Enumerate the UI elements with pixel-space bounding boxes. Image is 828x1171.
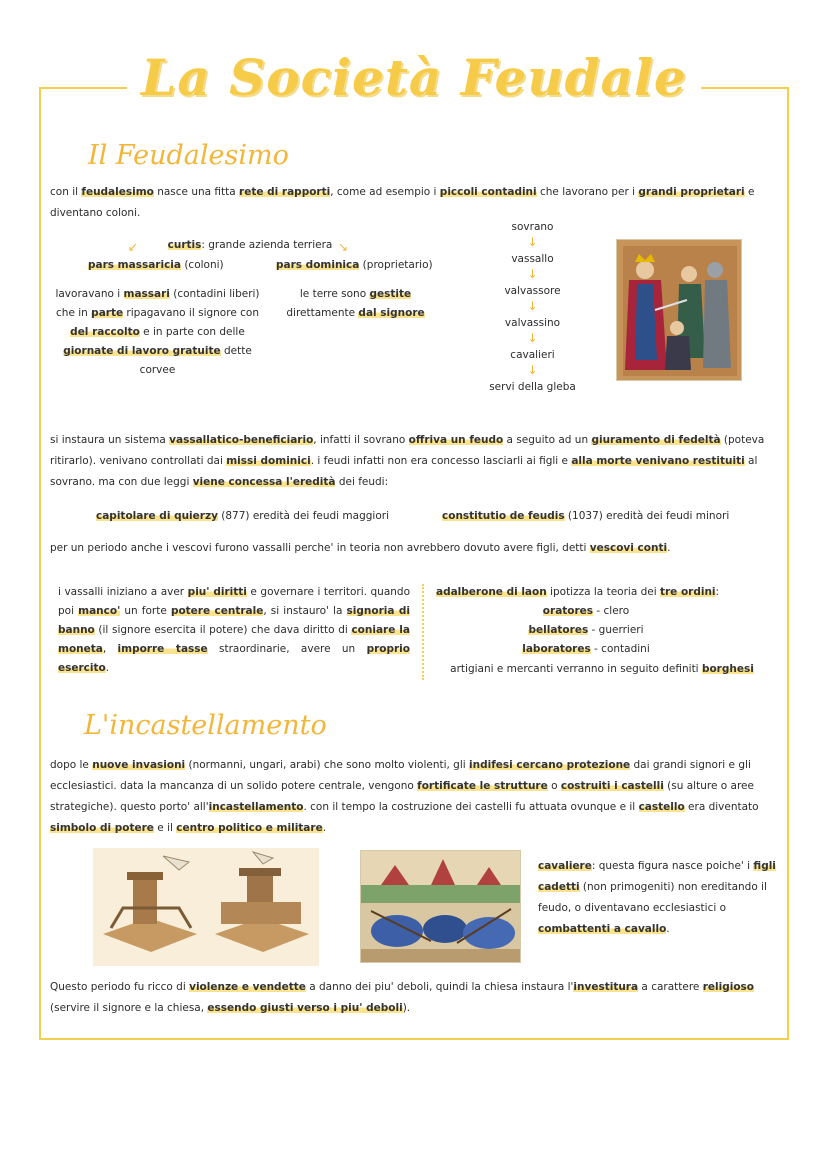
highlighted-term: offriva un feudo: [408, 434, 504, 446]
cavaliere-paragraph: [538, 856, 778, 940]
highlighted-term: pars dominica: [276, 259, 360, 271]
incastellamento-paragraph: [50, 755, 776, 839]
text-run: , infatti il sovrano: [313, 434, 409, 446]
text-run: (proprietario): [359, 259, 433, 271]
highlighted-term: combattenti a cavallo: [538, 923, 667, 935]
text-run: con il: [50, 186, 82, 198]
text-run: e in parte con delle: [139, 326, 245, 338]
text-run: e il: [153, 822, 177, 834]
highlighted-term: parte: [91, 307, 124, 319]
text-run: i vassalli iniziano a aver: [58, 586, 188, 598]
text-run: lavoravano i: [55, 288, 124, 300]
pars-massaricia: [88, 256, 248, 275]
hierarchy-level: servi della gleba: [489, 381, 576, 393]
highlighted-term: alla morte venivano restituiti: [571, 455, 745, 467]
text-run: straordinarie, avere un: [207, 643, 367, 655]
knights-battle-image: [360, 850, 521, 963]
text-run: .: [105, 662, 110, 674]
highlighted-term: centro politico e militare: [176, 822, 323, 834]
highlighted-term: coniare la moneta: [58, 624, 410, 655]
intro-paragraph: [50, 182, 776, 224]
highlighted-term: proprio esercito: [58, 643, 410, 674]
text-run: - contadini: [590, 643, 650, 655]
text-run: le terre sono: [299, 288, 370, 300]
arrow-down-icon: ↓: [527, 299, 538, 313]
text-run: ipotizza la teoria dei: [546, 586, 660, 598]
highlighted-term: vassallatico-beneficiario: [169, 434, 314, 446]
text-run: e diventano coloni.: [50, 186, 755, 219]
order-oratores: [436, 602, 736, 621]
highlighted-term: grandi proprietari: [638, 186, 745, 198]
highlighted-term: piu' diritti: [187, 586, 247, 598]
hierarchy-level: sovrano: [511, 221, 554, 233]
highlighted-term: signoria di banno: [58, 605, 410, 636]
highlighted-term: investitura: [573, 981, 639, 993]
highlighted-term: cavaliere: [538, 860, 592, 872]
highlighted-term: costruiti i castelli: [560, 780, 664, 792]
text-run: (il signore esercita il potere) che dava diritto di: [94, 624, 352, 636]
bishops-paragraph: [50, 538, 776, 559]
castles-illustration: [93, 848, 319, 966]
highlighted-term: indifesi cercano protezione: [469, 759, 631, 771]
arrow-down-icon: ↓: [527, 363, 538, 377]
hierarchy-level: cavalieri: [510, 349, 555, 361]
arrow-down-icon: ↓: [527, 235, 538, 249]
main-title: La Società Feudale: [0, 48, 828, 107]
text-run: , si instauro' la: [263, 605, 347, 617]
column-divider: [422, 584, 424, 680]
text-run: artigiani e mercanti verranno in seguito definiti: [450, 663, 702, 675]
highlighted-term: laboratores: [522, 643, 591, 655]
arrow-right-icon: ↘: [338, 240, 349, 254]
text-run: (poteva ritirarlo). venivano controllati dai: [50, 434, 765, 467]
highlighted-term: piccoli contadini: [439, 186, 537, 198]
hierarchy-level: valvassore: [504, 285, 561, 297]
text-run: ripagavano il signore con: [123, 307, 259, 319]
text-run: (non primogeniti) non ereditando il feudo, o diventavano ecclesiastici o: [538, 881, 767, 914]
order-laboratores: [436, 640, 736, 659]
vassalage-paragraph: [50, 430, 776, 493]
text-run: .: [322, 822, 327, 834]
dominica-description: [278, 285, 433, 323]
text-run: per un periodo anche i vescovi furono vassalli perche' in teoria non avrebbero dovuto avere figli, detti: [50, 542, 590, 554]
text-run: dette corvee: [139, 345, 252, 376]
highlighted-term: figli cadetti: [538, 860, 776, 893]
highlighted-term: fortificate le strutture: [417, 780, 548, 792]
text-run: che lavorano per i: [536, 186, 639, 198]
text-run: al sovrano. ma con due leggi: [50, 455, 758, 488]
highlighted-term: constitutio de feudis: [442, 510, 565, 522]
text-run: (servire il signore e la chiesa,: [50, 1002, 208, 1014]
highlighted-term: viene concessa l'eredità: [192, 476, 336, 488]
three-orders-intro: [436, 583, 766, 602]
order-bellatores: [436, 621, 736, 640]
text-run: .: [667, 542, 671, 554]
text-run: .: [666, 923, 670, 935]
text-run: dei feudi:: [335, 476, 389, 488]
highlighted-term: del raccolto: [70, 326, 140, 338]
law-capitolare-quierzy: [96, 507, 416, 526]
arrow-down-icon: ↓: [527, 267, 538, 281]
investitura-paragraph: [50, 977, 776, 1019]
text-run: :: [715, 586, 720, 598]
text-run: (contadini liberi) che in: [56, 288, 260, 319]
text-run: (normanni, ungari, arabi) che sono molto violenti, gli: [185, 759, 470, 771]
text-run: (1037) eredità dei feudi minori: [564, 510, 730, 522]
massaricia-description: [55, 285, 260, 380]
text-run: dopo le: [50, 759, 93, 771]
highlighted-term: potere centrale: [170, 605, 264, 617]
highlighted-term: nuove invasioni: [92, 759, 186, 771]
highlighted-term: manco': [78, 605, 121, 617]
highlighted-term: tre ordini: [659, 586, 716, 598]
law-constitutio-feudis: [442, 507, 762, 526]
highlighted-term: curtis: [167, 239, 202, 251]
pars-dominica: [276, 256, 446, 275]
section-title-incastellamento: L'incastellamento: [84, 710, 327, 741]
text-run: , come ad esempio i: [330, 186, 440, 198]
highlighted-term: simbolo di potere: [50, 822, 154, 834]
highlighted-term: rete di rapporti: [239, 186, 331, 198]
text-run: a carattere: [638, 981, 703, 993]
highlighted-term: essendo giusti verso i piu' deboli: [207, 1002, 403, 1014]
feudal-hierarchy: [470, 218, 595, 396]
highlighted-term: bellatores: [528, 624, 589, 636]
king-investiture-image: [616, 239, 742, 381]
highlighted-term: vescovi conti: [589, 542, 668, 554]
text-run: - clero: [593, 605, 630, 617]
text-run: ).: [402, 1002, 411, 1014]
highlighted-term: imporre tasse: [117, 643, 208, 655]
highlighted-term: oratores: [542, 605, 594, 617]
text-run: dai grandi signori e gli ecclesiastici. data la mancanza di un solido potere centrale, vengono: [50, 759, 751, 792]
text-run: a danno dei piu' deboli, quindi la chiesa instaura l': [305, 981, 574, 993]
text-run: direttamente: [286, 307, 359, 319]
text-run: . i feudi infatti non era concesso lasciarli ai figli e: [310, 455, 572, 467]
text-run: un forte: [120, 605, 171, 617]
text-run: nasce una fitta: [153, 186, 240, 198]
text-run: ,: [102, 643, 118, 655]
text-run: (877) eredità dei feudi maggiori: [217, 510, 389, 522]
highlighted-term: incastellamento: [208, 801, 304, 813]
highlighted-term: pars massaricia: [88, 259, 181, 271]
text-run: Questo periodo fu ricco di: [50, 981, 190, 993]
highlighted-term: religioso: [702, 981, 755, 993]
highlighted-term: missi dominici: [226, 455, 311, 467]
text-run: a seguito ad un: [503, 434, 592, 446]
text-run: . con il tempo la costruzione dei castelli fu attuata ovunque e il: [303, 801, 639, 813]
highlighted-term: violenze e vendette: [189, 981, 306, 993]
text-run: : questa figura nasce poiche' i: [591, 860, 754, 872]
section-title-feudalesimo: Il Feudalesimo: [88, 140, 289, 171]
arrow-down-icon: ↓: [527, 331, 538, 345]
text-run: (su alture o aree strategiche). questo porto' all': [50, 780, 754, 813]
highlighted-term: gestite: [369, 288, 412, 300]
hierarchy-level: valvassino: [504, 317, 561, 329]
text-run: e governare i territori. quando poi: [58, 586, 411, 617]
text-run: o: [547, 780, 561, 792]
hierarchy-level: vassallo: [511, 253, 554, 265]
highlighted-term: dal signore: [358, 307, 425, 319]
highlighted-term: massari: [123, 288, 170, 300]
arrow-left-icon: ↙: [128, 240, 139, 254]
text-run: era diventato: [684, 801, 759, 813]
text-run: si instaura un sistema: [50, 434, 170, 446]
order-borghesi: [432, 660, 772, 679]
highlighted-term: castello: [638, 801, 685, 813]
text-run: (coloni): [180, 259, 224, 271]
highlighted-term: giornate di lavoro gratuite: [63, 345, 221, 357]
signoria-banno-paragraph: [58, 583, 410, 678]
highlighted-term: borghesi: [701, 663, 754, 675]
highlighted-term: adalberone di laon: [436, 586, 547, 598]
highlighted-term: capitolare di quierzy: [96, 510, 218, 522]
highlighted-term: feudalesimo: [81, 186, 154, 198]
text-run: : grande azienda terriera: [201, 239, 333, 251]
highlighted-term: giuramento di fedeltà: [591, 434, 721, 446]
text-run: - guerrieri: [588, 624, 644, 636]
